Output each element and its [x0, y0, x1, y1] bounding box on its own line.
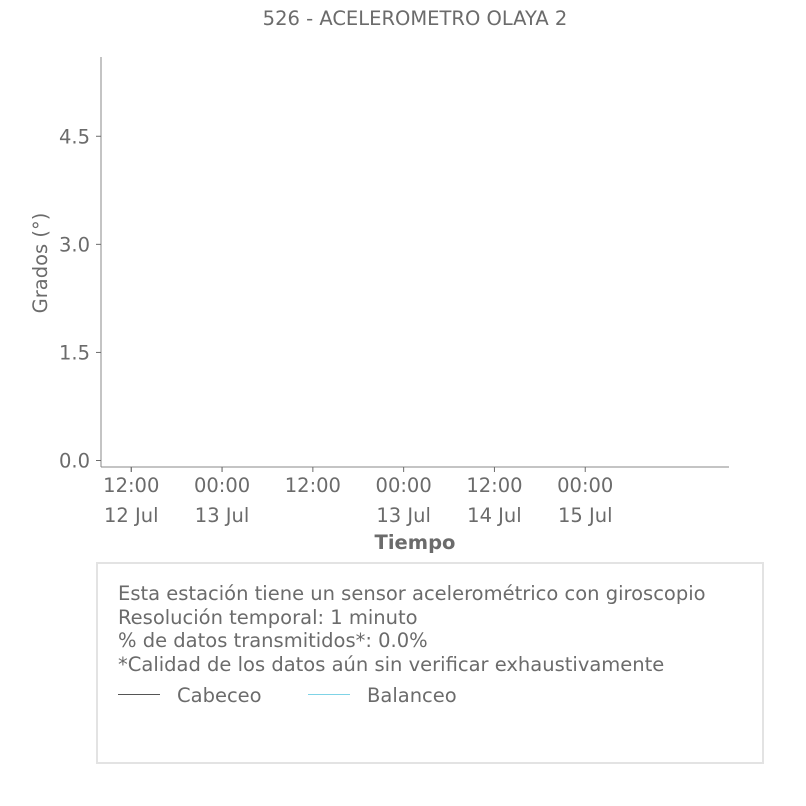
x-tick-date-label-6: 14 Jul [467, 504, 522, 527]
x-tick-date-label-3: 13 Jul [194, 504, 250, 527]
x-tick-time-label-6: 12:00 [466, 474, 523, 497]
x-tick-time-label-2: 00:00 [193, 474, 251, 497]
chart-title: 526 - ACELEROMETRO OLAYA 2 [262, 7, 568, 30]
legend-resolution-text: Resolución temporal: 1 minuto [118, 606, 418, 629]
x-tick-time-label-0: 12:00 [103, 474, 160, 497]
y-tick-label-2: 3.0 [58, 233, 90, 257]
legend-transmitted-text: % de datos transmitidos*: 0.0% [118, 629, 428, 652]
x-tick-date-label-7: 15 Jul [557, 504, 613, 527]
x-tick-date-label-1: 12 Jul [103, 504, 159, 527]
x-tick-time-label-5: 00:00 [375, 474, 432, 497]
legend-balanceo-label: Balanceo [367, 684, 457, 707]
x-axis-label: Tiempo [374, 531, 456, 554]
y-tick-label-3: 4.5 [58, 125, 90, 149]
y-axis-label: Grados (°) [29, 212, 52, 314]
legend-balanceo-swatch [308, 694, 350, 695]
y-tick-label-0: 0.0 [58, 449, 90, 473]
x-tick-time-label-7: 00:00 [557, 474, 614, 497]
legend-cabeceo-label: Cabeceo [177, 684, 262, 707]
y-tick-label-1: 1.5 [58, 341, 90, 365]
legend-box [96, 562, 764, 764]
x-tick-date-label-5: 13 Jul [376, 504, 431, 527]
axes [59, 57, 729, 527]
x-tick-time-label-4: 12:00 [284, 474, 341, 497]
legend-sensor-text: Esta estación tiene un sensor acelerométrico con giroscopio [118, 582, 706, 605]
legend-quality-text: *Calidad de los datos aún sin verificar exhaustivamente [118, 653, 665, 676]
legend-cabeceo-swatch [118, 694, 160, 695]
